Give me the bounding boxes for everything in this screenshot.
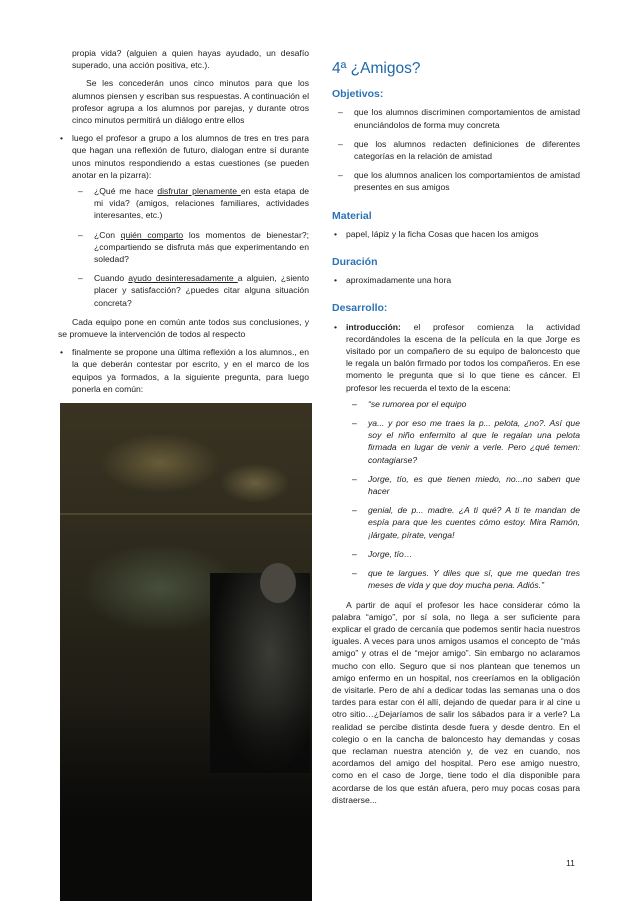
q1-post: en esta etapa de mi vida? (amigos, relaciones familiares, actividades interesantes, etc.): [94, 186, 309, 221]
q3-underlined: ayudo desinteresadamente: [128, 273, 238, 284]
dialogue-line: – que te largues. Y diles que sí, que me quedan tres meses de vida y que doy mucha pena. Adiós.”: [346, 567, 580, 591]
paragraph-friendship: A partir de aquí el profesor les hace considerar cómo la palabra “amigo”, por sí sola, no llega a ser suficiente para explicar el grado de cercanía que podemos sentir hacia nuestros iguales. A veces para unos amigos usamos el concepto de “más amigo” y otras el de “mejor amigo”. Sin embargo no aclaramos mucho con ello. Seguro que si nos plantean que tenemos un amigo enfermo en un hospital, nos creeríamos en la obligación de visitarle. Pero de ahí a dedicar todas las semanas una o dos tardes para estar con él allí, dejando de quedar para ir al cine u otro sitio…¿Dejaríamos de salir los sábados para ir a verle? La realidad se percibe distinta desde fuera y desde dentro. En el colegio o en la cancha de baloncesto hay demandas y cosas que reclaman nuestra atención y, de vez en cuando, nos acordamos del amigo del hospital. Pero ese amigo nuestro, como en el caso de Jorge, tiene todo el día disponible para acordarse de los que están afuera, pero muy pocas cosas para distraerse...: [332, 599, 580, 805]
dialogue-line: – ya... y por eso me traes la p... pelota, ¿no?. Así que soy el niño enfermito al que le regalan una pelota firmada en lugar de venir a verle. Pero ¿qué temen: contagiarse?: [346, 417, 580, 466]
dialogue-list: [346, 398, 580, 592]
objectives-list: [332, 106, 580, 193]
paragraph-minutes: Se les concederán unos cinco minutos para que los alumnos piensen y escriban sus respuestas. A continuación el profesor agrupa a los alumnos por parejas, y durante otros cinco minutos permitirá un diálogo entre ellos: [72, 78, 309, 126]
material-list: [332, 228, 580, 240]
duration-list: [332, 274, 580, 286]
development-heading: Desarrollo:: [332, 302, 388, 315]
objectives-heading: Objetivos:: [332, 88, 384, 101]
q1-underlined: disfrutar plenamente: [157, 186, 241, 197]
page-number: 11: [566, 858, 575, 868]
development-list: [332, 321, 580, 592]
duration-item: • aproximadamente una hora: [332, 274, 580, 286]
q2-underlined: quién comparto: [120, 229, 184, 240]
q2-pre: ¿Con: [94, 229, 121, 240]
q2-post: los momentos de bienestar?; ¿compartiendo se disfruta más que experimentando en soledad?: [94, 229, 309, 265]
q3-pre: Cuando: [94, 273, 129, 284]
material-heading: Material: [332, 209, 372, 222]
objective-item: – que los alumnos redacten definiciones de diferentes categorías en la relación de amistad: [332, 138, 580, 162]
introduction-item: [332, 321, 580, 592]
duration-heading: Duración: [332, 256, 378, 269]
dialogue-line: – genial, de p... madre. ¿A ti qué? A ti te mandan de espía para que les cuentes cómo estoy. Mira Ramón, ¡lárgate, pírate, venga!: [346, 504, 580, 541]
bullet-groups-text: luego el profesor a grupo a los alumnos de tres en tres para que hagan una reflexión de futuro, dialogan entre sí durante unos minutos respondiendo a estas cuestiones (se pueden anotar en la pizarra):: [72, 133, 309, 180]
question-3: [72, 272, 309, 309]
q1-pre: ¿Qué me hace: [94, 186, 158, 197]
question-list: [72, 185, 309, 309]
bullet-final-text: finalmente se propone una última reflexión a los alumnos., en la que deberán contestar por escrito, y en el marco de los equipos ya formados, a la siguiente pregunta, para luego ponerla en común:: [72, 347, 309, 394]
dialogue-line: – Jorge, tío…: [346, 548, 580, 560]
activity-title: 4ª ¿Amigos?: [332, 60, 421, 77]
dialogue-line: – “se rumorea por el equipo: [346, 398, 580, 410]
hospital-scene-photo: [60, 403, 312, 901]
question-1: [72, 185, 309, 222]
objective-item: – que los alumnos discriminen comportamientos de amistad enunciándolos de forma muy concreta: [332, 106, 580, 130]
question-2: [72, 229, 309, 266]
bullet-groups: [58, 132, 309, 309]
paragraph-conclusions: Cada equipo pone en común ante todos sus conclusiones, y se promueve la intervención de todos al respecto: [58, 316, 309, 340]
intro-text: el profesor comienza la actividad recordándoles la escena de la película en la que Jorge es visitado por un compañero de su equipo de baloncesto que le regala un balón firmado por todos los compañeros. En ese momento le pregunta que si lo que tiene es cáncer. El profesor les recuerda el texto de la escena:: [346, 321, 580, 393]
objective-item: – que los alumnos analicen los comportamientos de amistad presentes en sus amigos: [332, 169, 580, 193]
q3-post: a alguien, ¿siento placer y satisfacción? ¿puedes citar alguna situación concreta?: [94, 273, 309, 308]
bullet-list-1: [58, 132, 309, 309]
right-column: [332, 47, 580, 812]
paragraph-continued: propia vida? (alguien a quien hayas ayudado, un desafío superado, una acción positiva, etc.).: [72, 48, 309, 71]
intro-label: introducción:: [346, 321, 401, 332]
dialogue-line: – Jorge, tío, es que tienen miedo, no...no saben que hacer: [346, 473, 580, 497]
material-item: • papel, lápiz y la ficha Cosas que hacen los amigos: [332, 228, 580, 240]
